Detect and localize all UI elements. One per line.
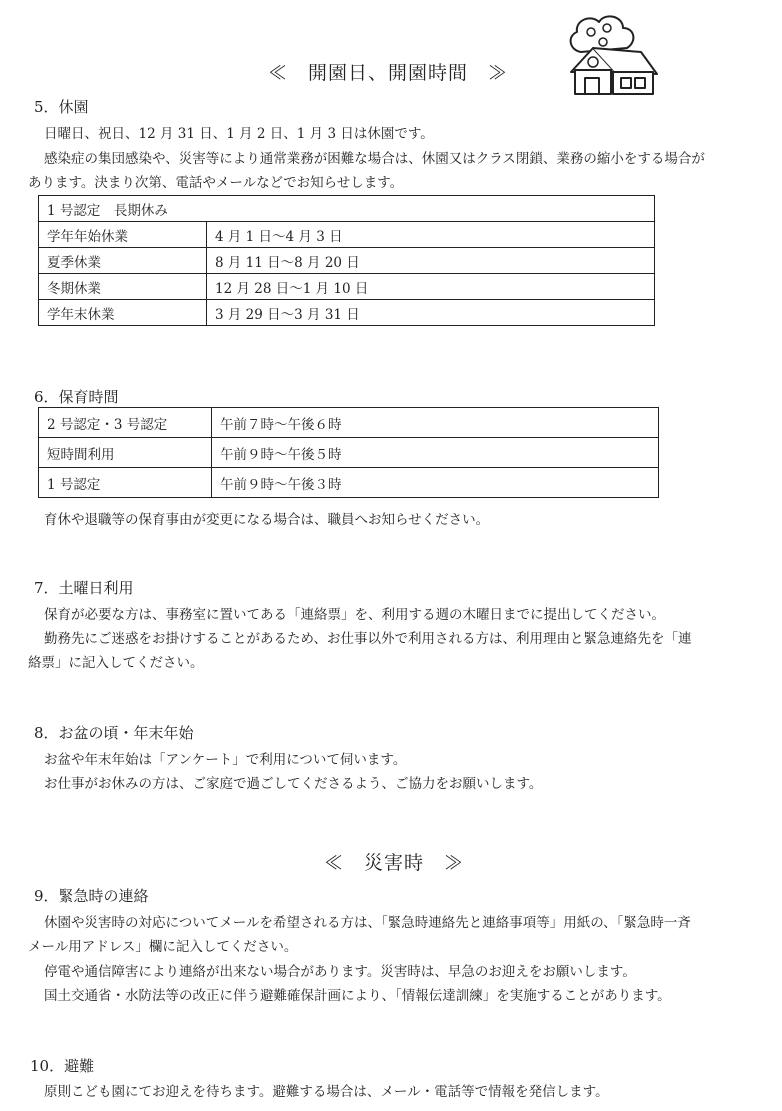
section-heading-7: 7．土曜日利用 bbox=[34, 579, 134, 597]
paragraph-line: 保育が必要な方は、事務室に置いてある「連絡票」を、利用する週の木曜日までに提出してください。 bbox=[44, 607, 665, 623]
table-row bbox=[39, 468, 659, 498]
table-row bbox=[39, 274, 655, 300]
section-heading-10: 10．避難 bbox=[30, 1057, 95, 1075]
table-cell-label: 冬期休業 bbox=[39, 274, 207, 300]
care-hours-table bbox=[38, 407, 659, 498]
table-row bbox=[39, 222, 655, 248]
section-heading-9: 9．緊急時の連絡 bbox=[34, 887, 149, 905]
table-cell-label: 学年末休業 bbox=[39, 300, 207, 326]
section-heading-6: 6．保育時間 bbox=[34, 388, 119, 406]
table-header-cell: 1 号認定 長期休み bbox=[39, 196, 655, 222]
paragraph-line: 原則こども園にてお迎えを待ちます。避難する場合は、メール・電話等で情報を発信します。 bbox=[44, 1084, 609, 1100]
long-holiday-table bbox=[38, 195, 655, 326]
table-row bbox=[39, 300, 655, 326]
table-cell-label: 2 号認定・3 号認定 bbox=[39, 408, 212, 438]
page-title: ≪ 開園日、開園時間 ≫ bbox=[268, 62, 509, 84]
table-cell-label: 夏季休業 bbox=[39, 248, 207, 274]
paragraph-line: 休園や災害時の対応についてメールを希望される方は、「緊急時連絡先と連絡事項等」用紙の、「緊急時一斉 bbox=[44, 915, 691, 931]
table-cell-label: 1 号認定 bbox=[39, 468, 212, 498]
paragraph-line: 育休や退職等の保育事由が変更になる場合は、職員へお知らせください。 bbox=[44, 512, 490, 528]
section-heading-5: 5．休園 bbox=[34, 98, 89, 116]
paragraph-line: あります。決まり次第、電話やメールなどでお知らせします。 bbox=[28, 175, 404, 191]
table-cell-value: 3 月 29 日～3 月 31 日 bbox=[207, 300, 655, 326]
table-row bbox=[39, 438, 659, 468]
table-cell-value: 8 月 11 日～8 月 20 日 bbox=[207, 248, 655, 274]
paragraph-line: 絡票」に記入してください。 bbox=[28, 655, 204, 671]
table-cell-label: 学年年始休業 bbox=[39, 222, 207, 248]
table-row bbox=[39, 408, 659, 438]
table-cell-value: 4 月 1 日～4 月 3 日 bbox=[207, 222, 655, 248]
paragraph-line: 停電や通信障害により連絡が出来ない場合があります。災害時は、早急のお迎えをお願いします。 bbox=[44, 964, 636, 980]
table-cell-value: 12 月 28 日～1 月 10 日 bbox=[207, 274, 655, 300]
paragraph-line: 勤務先にご迷惑をお掛けすることがあるため、お仕事以外で利用される方は、利用理由と緊急連絡先を「連 bbox=[44, 631, 692, 647]
table-cell-label: 短時間利用 bbox=[39, 438, 212, 468]
paragraph-line: お盆や年末年始は「アンケート」で利用について伺います。 bbox=[44, 752, 407, 768]
paragraph-line: お仕事がお休みの方は、ご家庭で過ごしてくださるよう、ご協力をお願いします。 bbox=[44, 776, 543, 792]
table-cell-value: 午前９時～午後３時 bbox=[212, 468, 659, 498]
table-cell-value: 午前７時～午後６時 bbox=[212, 408, 659, 438]
paragraph-line: 日曜日、祝日、12 月 31 日、1 月 2 日、1 月 3 日は休園です。 bbox=[44, 126, 434, 142]
paragraph-line: メール用アドレス」欄に記入してください。 bbox=[28, 939, 298, 955]
table-row bbox=[39, 248, 655, 274]
section-heading-8: 8．お盆の頃・年末年始 bbox=[34, 724, 194, 742]
house-icon bbox=[563, 12, 661, 96]
paragraph-line: 国土交通省・水防法等の改正に伴う避難確保計画により、「情報伝達訓練」を実施することがあります。 bbox=[44, 988, 671, 1004]
disaster-title: ≪ 災害時 ≫ bbox=[324, 852, 465, 874]
table-cell-value: 午前９時～午後５時 bbox=[212, 438, 659, 468]
table-row bbox=[39, 196, 655, 222]
paragraph-line: 感染症の集団感染や、災害等により通常業務が困難な場合は、休園又はクラス閉鎖、業務の縮小をする場合が bbox=[44, 151, 705, 167]
